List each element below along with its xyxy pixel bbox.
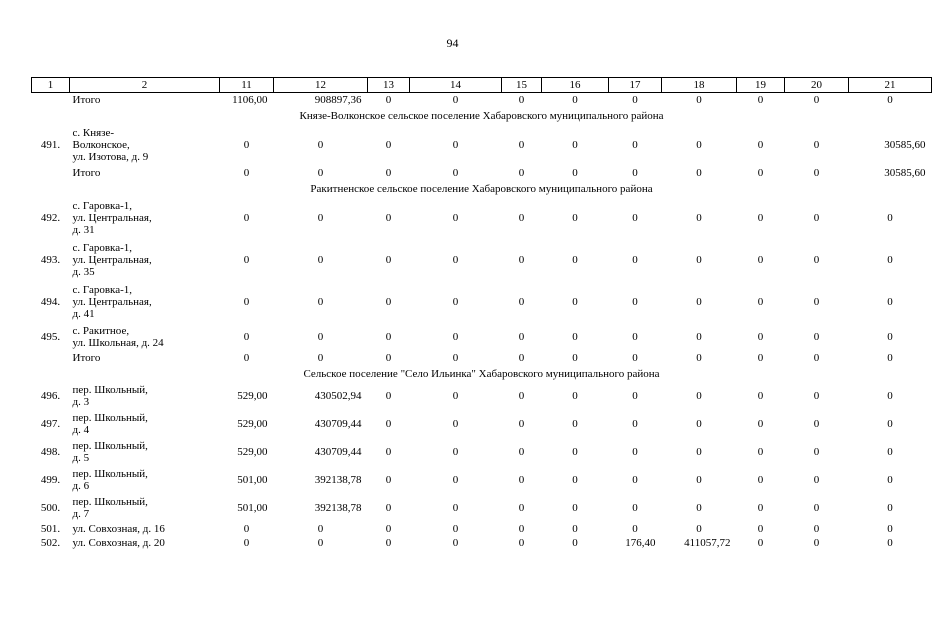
column-header: 15 — [502, 78, 542, 93]
value-cell: 0 — [243, 296, 250, 308]
value-cell: 501,00 — [237, 474, 268, 486]
value-cell: 0 — [572, 254, 578, 266]
value-cell: 0 — [632, 523, 638, 535]
value-cell: 0 — [452, 446, 459, 458]
value-cell: 0 — [813, 390, 820, 402]
table-row — [32, 239, 932, 281]
value-cell: 0 — [518, 167, 525, 179]
value-cell: 0 — [632, 139, 638, 151]
value-cell: 0 — [518, 418, 525, 430]
value-cell: 0 — [385, 331, 392, 343]
value-cell: 0 — [452, 139, 459, 151]
value-cell: 0 — [518, 537, 525, 549]
value-cell: 430709,44 — [314, 418, 362, 430]
address-cell: с. Ракитное, ул. Школьная, д. 24 — [72, 325, 164, 349]
value-cell: 0 — [385, 296, 392, 308]
value-cell: 0 — [696, 254, 702, 266]
value-cell: 0 — [632, 331, 638, 343]
value-cell: 0 — [518, 254, 525, 266]
row-number — [32, 93, 70, 108]
value-cell: 0 — [887, 474, 893, 486]
data-table — [31, 77, 932, 550]
column-header: 20 — [785, 78, 849, 93]
value-cell: 0 — [632, 418, 638, 430]
table-row — [32, 124, 932, 166]
value-cell: 0 — [813, 418, 820, 430]
value-cell: 0 — [572, 139, 578, 151]
value-cell: 0 — [887, 212, 893, 224]
address-cell: ул. Совхозная, д. 20 — [72, 537, 165, 549]
row-number: 497. — [40, 418, 61, 430]
total-row — [32, 166, 932, 180]
section-row — [32, 180, 932, 197]
value-cell: 0 — [887, 296, 893, 308]
value-cell: 0 — [518, 474, 525, 486]
value-cell: 0 — [572, 331, 578, 343]
value-cell: 0 — [887, 254, 893, 266]
value-cell: 0 — [518, 502, 525, 514]
column-header: 21 — [849, 78, 932, 93]
page-number: 94 — [446, 36, 459, 50]
value-cell: 0 — [887, 446, 893, 458]
address-cell: с. Гаровка-1, ул. Центральная, д. 41 — [72, 284, 152, 320]
value-cell: 0 — [518, 212, 525, 224]
row-number: 494. — [40, 296, 61, 308]
column-header: 11 — [220, 78, 274, 93]
value-cell: 0 — [813, 139, 820, 151]
value-cell: 908897,36 — [314, 94, 362, 106]
section-row — [32, 107, 932, 124]
value-cell: 0 — [757, 352, 764, 364]
value-cell: 0 — [813, 167, 820, 179]
value-cell: 0 — [632, 502, 638, 514]
value-cell: 0 — [317, 167, 324, 179]
value-cell: 0 — [452, 537, 459, 549]
value-cell: 529,00 — [237, 418, 268, 430]
value-cell: 0 — [887, 331, 893, 343]
row-number: 502. — [40, 537, 61, 549]
value-cell: 0 — [632, 446, 638, 458]
value-cell: 0 — [572, 523, 578, 535]
value-cell: 0 — [518, 352, 525, 364]
row-number: 501. — [40, 523, 61, 535]
table-row — [32, 197, 932, 239]
total-label: Итого — [72, 167, 101, 179]
value-cell: 0 — [757, 523, 764, 535]
value-cell: 0 — [385, 352, 392, 364]
table-row — [32, 522, 932, 536]
row-number: 496. — [40, 390, 61, 402]
section-title: Ракитненское сельское поселение Хабаровского муниципального района — [310, 182, 653, 195]
value-cell: 0 — [813, 352, 820, 364]
value-cell: 176,40 — [625, 537, 656, 549]
value-cell: 0 — [813, 254, 820, 266]
value-cell: 0 — [572, 418, 578, 430]
value-cell: 0 — [317, 523, 324, 535]
value-cell: 0 — [243, 167, 250, 179]
value-cell: 0 — [696, 139, 702, 151]
value-cell: 0 — [452, 296, 459, 308]
value-cell: 0 — [518, 331, 525, 343]
row-number — [32, 351, 70, 365]
value-cell: 0 — [632, 390, 638, 402]
value-cell: 0 — [572, 446, 578, 458]
value-cell: 0 — [452, 523, 459, 535]
value-cell: 0 — [452, 331, 459, 343]
address-cell: с. Гаровка-1, ул. Центральная, д. 31 — [72, 200, 152, 236]
value-cell: 0 — [887, 352, 893, 364]
value-cell: 1106,00 — [232, 94, 268, 106]
column-header: 16 — [542, 78, 609, 93]
column-header: 17 — [609, 78, 662, 93]
column-header: 12 — [274, 78, 368, 93]
value-cell: 0 — [572, 537, 578, 549]
value-cell: 0 — [813, 212, 820, 224]
value-cell: 0 — [887, 502, 893, 514]
column-header: 13 — [368, 78, 410, 93]
value-cell: 0 — [632, 94, 638, 106]
value-cell: 0 — [452, 474, 459, 486]
value-cell: 0 — [632, 352, 638, 364]
value-cell: 0 — [696, 331, 702, 343]
column-header: 14 — [410, 78, 502, 93]
value-cell: 0 — [385, 446, 392, 458]
value-cell: 0 — [757, 390, 764, 402]
value-cell: 0 — [518, 296, 525, 308]
value-cell: 0 — [696, 352, 702, 364]
value-cell: 0 — [572, 502, 578, 514]
value-cell: 0 — [757, 167, 764, 179]
value-cell: 0 — [452, 167, 459, 179]
value-cell: 0 — [757, 446, 764, 458]
value-cell: 0 — [632, 167, 638, 179]
value-cell: 0 — [518, 139, 525, 151]
table-row — [32, 438, 932, 466]
value-cell: 0 — [696, 296, 702, 308]
value-cell: 0 — [243, 331, 250, 343]
address-cell: пер. Школьный, д. 6 — [72, 468, 148, 492]
value-cell: 0 — [813, 94, 820, 106]
row-number: 495. — [40, 331, 61, 343]
value-cell: 0 — [385, 537, 392, 549]
address-cell: пер. Школьный, д. 7 — [72, 496, 148, 520]
value-cell: 0 — [317, 331, 324, 343]
value-cell: 0 — [696, 418, 702, 430]
table-row — [32, 410, 932, 438]
value-cell: 0 — [696, 94, 702, 106]
value-cell: 392138,78 — [314, 474, 362, 486]
value-cell: 0 — [452, 502, 459, 514]
table-body — [32, 93, 932, 551]
value-cell: 0 — [757, 212, 764, 224]
address-cell: пер. Школьный, д. 3 — [72, 384, 148, 408]
value-cell: 0 — [632, 254, 638, 266]
value-cell: 0 — [452, 418, 459, 430]
value-cell: 30585,60 — [884, 139, 926, 151]
value-cell: 0 — [632, 296, 638, 308]
value-cell: 0 — [757, 139, 764, 151]
value-cell: 0 — [243, 212, 250, 224]
value-cell: 0 — [518, 446, 525, 458]
column-header: 19 — [737, 78, 785, 93]
total-label: Итого — [72, 94, 101, 106]
value-cell: 0 — [452, 390, 459, 402]
table-row — [32, 466, 932, 494]
section-title: Князе-Волконское сельское поселение Хабаровского муниципального района — [299, 109, 664, 122]
table-row — [32, 382, 932, 410]
value-cell: 0 — [452, 254, 459, 266]
value-cell: 0 — [572, 296, 578, 308]
value-cell: 0 — [317, 212, 324, 224]
value-cell: 0 — [385, 390, 392, 402]
value-cell: 411057,72 — [684, 537, 731, 549]
value-cell: 0 — [813, 537, 820, 549]
value-cell: 529,00 — [237, 446, 268, 458]
value-cell: 0 — [757, 331, 764, 343]
value-cell: 0 — [385, 418, 392, 430]
value-cell: 0 — [572, 94, 578, 106]
value-cell: 0 — [632, 212, 638, 224]
value-cell: 0 — [632, 474, 638, 486]
section-title: Сельское поселение "Село Ильинка" Хабаровского муниципального района — [303, 367, 660, 380]
row-number: 499. — [40, 474, 61, 486]
value-cell: 0 — [696, 523, 702, 535]
value-cell: 0 — [243, 523, 250, 535]
value-cell: 0 — [696, 390, 702, 402]
value-cell: 0 — [813, 446, 820, 458]
column-header: 1 — [32, 78, 70, 93]
value-cell: 0 — [385, 167, 392, 179]
row-number: 492. — [40, 212, 61, 224]
value-cell: 0 — [518, 390, 525, 402]
value-cell: 0 — [757, 296, 764, 308]
value-cell: 0 — [572, 352, 578, 364]
address-cell: пер. Школьный, д. 5 — [72, 440, 148, 464]
total-row — [32, 351, 932, 365]
value-cell: 0 — [696, 474, 702, 486]
table-header — [32, 78, 932, 93]
value-cell: 0 — [317, 352, 324, 364]
value-cell: 430502,94 — [314, 390, 362, 402]
value-cell: 0 — [452, 212, 459, 224]
row-number: 491. — [40, 139, 61, 151]
value-cell: 0 — [317, 254, 324, 266]
value-cell: 0 — [243, 537, 250, 549]
value-cell: 0 — [317, 296, 324, 308]
value-cell: 0 — [385, 502, 392, 514]
value-cell: 0 — [243, 254, 250, 266]
value-cell: 0 — [572, 390, 578, 402]
value-cell: 0 — [813, 502, 820, 514]
value-cell: 0 — [572, 474, 578, 486]
value-cell: 0 — [572, 212, 578, 224]
value-cell: 0 — [813, 331, 820, 343]
value-cell: 30585,60 — [884, 167, 926, 179]
value-cell: 0 — [887, 523, 893, 535]
table-row — [32, 281, 932, 323]
address-cell: с. Князе- Волконское, ул. Изотова, д. 9 — [72, 127, 149, 163]
address-cell: с. Гаровка-1, ул. Центральная, д. 35 — [72, 242, 152, 278]
value-cell: 0 — [887, 390, 893, 402]
value-cell: 0 — [243, 352, 250, 364]
table-row — [32, 536, 932, 550]
row-number: 500. — [40, 502, 61, 514]
column-header: 18 — [662, 78, 737, 93]
value-cell: 0 — [385, 139, 392, 151]
value-cell: 0 — [317, 139, 324, 151]
value-cell: 0 — [887, 94, 893, 106]
row-number: 493. — [40, 254, 61, 266]
value-cell: 0 — [385, 523, 392, 535]
value-cell: 0 — [813, 523, 820, 535]
value-cell: 0 — [757, 94, 764, 106]
value-cell: 430709,44 — [314, 446, 362, 458]
value-cell: 0 — [813, 296, 820, 308]
value-cell: 0 — [757, 418, 764, 430]
value-cell: 0 — [696, 212, 702, 224]
value-cell: 0 — [757, 254, 764, 266]
row-number — [32, 166, 70, 180]
value-cell: 0 — [385, 474, 392, 486]
total-row — [32, 93, 932, 108]
value-cell: 392138,78 — [314, 502, 362, 514]
value-cell: 0 — [385, 212, 392, 224]
table-row — [32, 323, 932, 351]
value-cell: 529,00 — [237, 390, 268, 402]
value-cell: 0 — [696, 446, 702, 458]
value-cell: 0 — [452, 352, 459, 364]
section-row — [32, 365, 932, 382]
value-cell: 0 — [243, 139, 250, 151]
value-cell: 0 — [385, 254, 392, 266]
value-cell: 0 — [887, 537, 893, 549]
address-cell: ул. Совхозная, д. 16 — [72, 523, 165, 535]
value-cell: 0 — [572, 167, 578, 179]
column-header: 2 — [70, 78, 220, 93]
value-cell: 0 — [887, 418, 893, 430]
value-cell: 0 — [385, 94, 392, 106]
value-cell: 0 — [518, 523, 525, 535]
value-cell: 0 — [757, 537, 764, 549]
value-cell: 0 — [757, 474, 764, 486]
address-cell: пер. Школьный, д. 4 — [72, 412, 148, 436]
value-cell: 0 — [813, 474, 820, 486]
value-cell: 0 — [317, 537, 324, 549]
value-cell: 0 — [696, 167, 702, 179]
value-cell: 0 — [452, 94, 459, 106]
total-label: Итого — [72, 352, 101, 364]
value-cell: 0 — [696, 502, 702, 514]
value-cell: 0 — [518, 94, 525, 106]
table-row — [32, 494, 932, 522]
value-cell: 0 — [757, 502, 764, 514]
row-number: 498. — [40, 446, 61, 458]
value-cell: 501,00 — [237, 502, 268, 514]
